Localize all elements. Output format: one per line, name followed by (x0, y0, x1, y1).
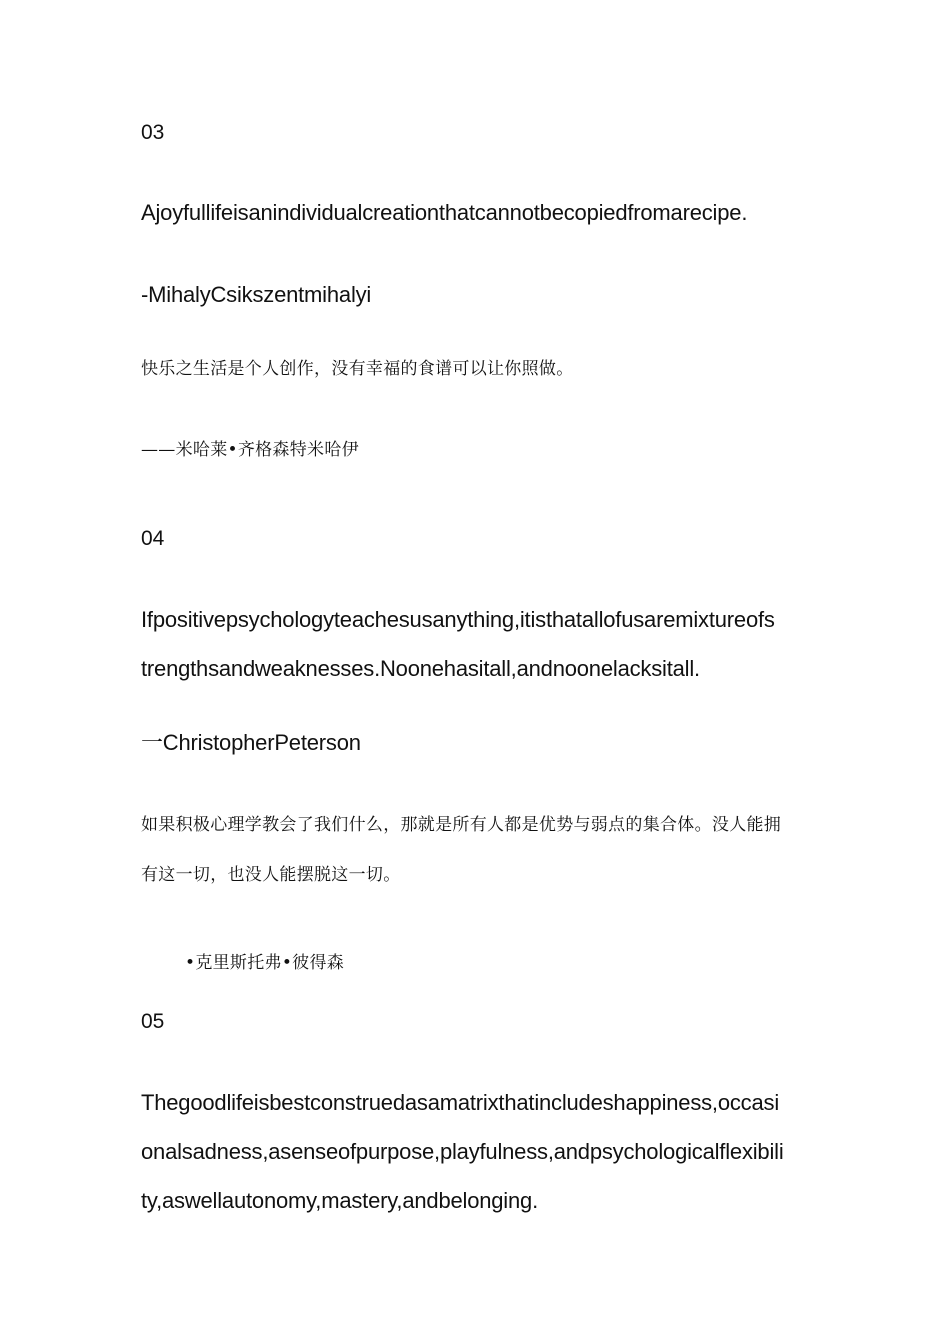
quote-author-en: -MihalyCsikszentmihalyi (141, 282, 372, 307)
quote-author-en: 一ChristopherPeterson (141, 730, 361, 755)
quote-cn-line: 如果积极心理学教会了我们什么，那就是所有人都是优势与弱点的集合体。没人能拥 (141, 815, 782, 835)
quote-en-line: trengthsandweaknesses.Noonehasitall,andnoonelacksitall. (141, 656, 700, 681)
quote-en-line: Thegoodlifeisbestconstruedasamatrixthatincludeshappiness,occasi (141, 1090, 780, 1115)
quote-author-cn: ——米哈莱•齐格森特米哈伊 (141, 440, 359, 460)
quote-en-line: onalsadness,asenseofpurpose,playfulness,andpsychologicalflexibili (141, 1139, 784, 1164)
quote-cn-line: 快乐之生活是个人创作，没有幸福的食谱可以让你照做。 (141, 359, 574, 379)
quote-cn-line: 有这一切，也没人能摆脱这一切。 (141, 865, 401, 885)
section-number-05: 05 (141, 1010, 165, 1033)
quote-author-cn: •克里斯托弗•彼得森 (185, 953, 345, 973)
section-number-03: 03 (141, 121, 165, 144)
quote-en-line: Ajoyfullifeisanindividualcreationthatcannotbecopiedfromarecipe. (141, 200, 748, 225)
quote-en-line: Ifpositivepsychologyteachesusanything,itisthatallofusaremixtureofs (141, 607, 775, 632)
quote-en-line: ty,aswellautonomy,mastery,andbelonging. (141, 1188, 538, 1213)
section-number-04: 04 (141, 527, 165, 550)
